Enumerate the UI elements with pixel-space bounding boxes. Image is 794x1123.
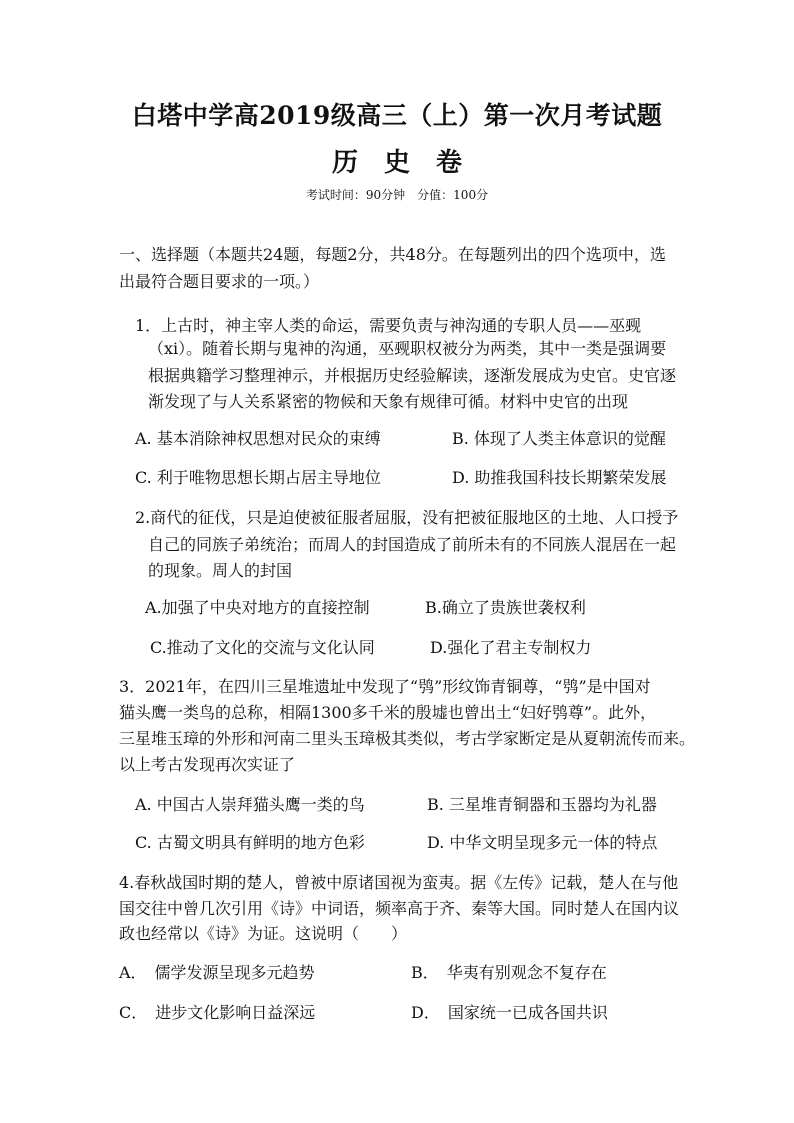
exam-title: 白塔中学高2019级高三（上）第一次月考试题 bbox=[131, 101, 663, 130]
question-3-option-b[interactable]: B. 三星堆青铜器和玉器均为礼器 bbox=[427, 795, 657, 814]
question-4-option-d[interactable]: D． 国家统一已成各国共识 bbox=[411, 1003, 608, 1022]
question-1-option-c[interactable]: C. 利于唯物思想长期占居主导地位 bbox=[135, 468, 381, 487]
question-4-line: 国交往中曾几次引用《诗》中词语，频率高于齐、秦等大国。同时楚人在国内议 bbox=[119, 899, 680, 918]
question-4-option-b[interactable]: B． 华夷有别观念不复存在 bbox=[411, 963, 607, 982]
question-4-line: 政也经常以《诗》为证。这说明（ ） bbox=[119, 924, 408, 943]
section-heading-line: 一、选择题（本题共24题，每题2分，共48分。在每题列出的四个选项中，选 bbox=[119, 245, 666, 264]
question-1-option-a[interactable]: A. 基本消除神权思想对民众的束缚 bbox=[135, 429, 381, 448]
question-3-option-a[interactable]: A. 中国古人崇拜猫头鹰一类的鸟 bbox=[135, 795, 365, 814]
question-3-line: 3．2021年，在四川三星堆遗址中发现了“鸮”形纹饰青铜尊，“鸮”是中国对 bbox=[119, 677, 651, 696]
question-2-option-b[interactable]: B.确立了贵族世袭权利 bbox=[425, 598, 586, 617]
question-2-option-a[interactable]: A.加强了中央对地方的直接控制 bbox=[145, 598, 370, 617]
question-4-option-c[interactable]: C． 进步文化影响日益深远 bbox=[119, 1003, 316, 1022]
question-2-option-d[interactable]: D.强化了君主专制权力 bbox=[430, 638, 592, 657]
question-1-line: 1．上古时，神主宰人类的命运，需要负责与神沟通的专职人员——巫觋 bbox=[135, 316, 642, 335]
question-3-option-d[interactable]: D. 中华文明呈现多元一体的特点 bbox=[427, 833, 658, 852]
question-2-line: 的现象。周人的封国 bbox=[148, 561, 293, 580]
question-1-option-b[interactable]: B. 体现了人类主体意识的觉醒 bbox=[452, 429, 666, 448]
exam-subtitle: 历 史 卷 bbox=[331, 148, 462, 178]
question-1-option-d[interactable]: D. 助推我国科技长期繁荣发展 bbox=[452, 468, 667, 487]
question-1-line: 渐发现了与人关系紧密的物候和天象有规律可循。材料中史官的出现 bbox=[148, 392, 629, 411]
question-4-option-a[interactable]: A． 儒学发源呈现多元趋势 bbox=[119, 963, 315, 982]
question-3-line: 猫头鹰一类鸟的总称，相隔1300多千米的殷墟也曾出土“妇好鸮尊”。此外， bbox=[119, 703, 657, 722]
question-2-line: 自己的同族子弟统治；而周人的封国造成了前所未有的不同族人混居在一起 bbox=[148, 535, 677, 554]
question-1-line: （xi）。随着长期与鬼神的沟通，巫觋职权被分为两类，其中一类是强调要 bbox=[148, 339, 667, 358]
question-2-line: 2.商代的征伐，只是迫使被征服者屈服，没有把被征服地区的土地、人口授予 bbox=[135, 508, 679, 527]
question-4-line: 4.春秋战国时期的楚人，曾被中原诸国视为蛮夷。据《左传》记载，楚人在与他 bbox=[119, 873, 679, 892]
question-3-option-c[interactable]: C. 古蜀文明具有鲜明的地方色彩 bbox=[135, 833, 365, 852]
question-2-option-c[interactable]: C.推动了文化的交流与文化认同 bbox=[150, 638, 375, 657]
question-3-line: 以上考古发现再次实证了 bbox=[119, 755, 296, 774]
question-1-line: 根据典籍学习整理神示，并根据历史经验解读，逐渐发展成为史官。史官逐 bbox=[148, 366, 677, 385]
section-heading-line: 出最符合题目要求的一项。） bbox=[119, 272, 320, 291]
question-3-line: 三星堆玉璋的外形和河南二里头玉璋极其类似，考古学家断定是从夏朝流传而来。 bbox=[119, 729, 696, 748]
exam-info: 考试时间：90分钟 分值：100分 bbox=[305, 188, 489, 202]
